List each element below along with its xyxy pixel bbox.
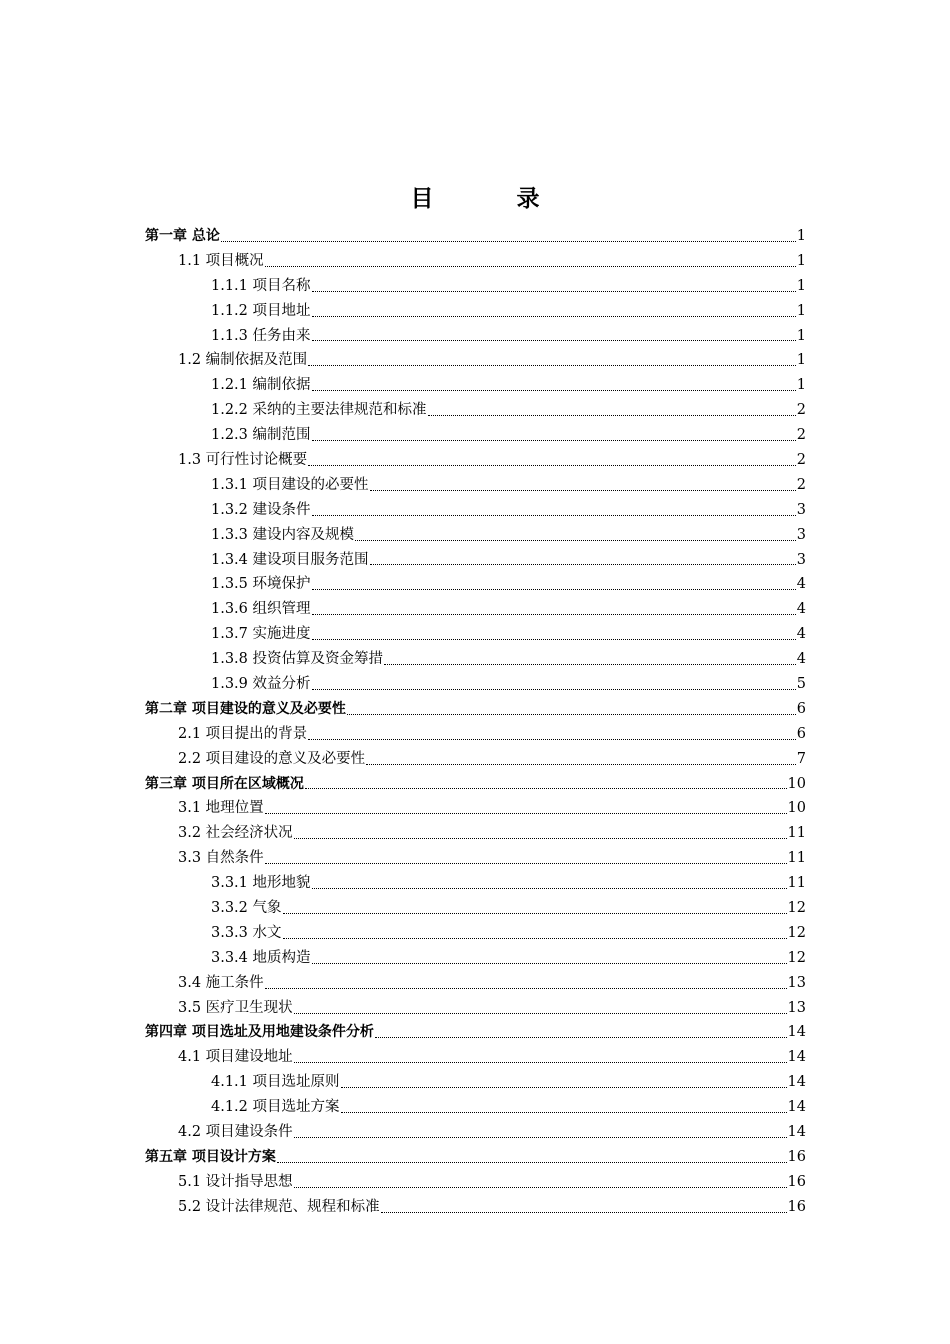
- dot-leader: [384, 663, 796, 665]
- dot-leader: [308, 464, 796, 466]
- toc-page-number: 14: [787, 1024, 806, 1041]
- toc-chapter-entry[interactable]: [145, 1145, 806, 1170]
- toc-subsection-entry[interactable]: [145, 871, 806, 896]
- toc-page-number: 1: [796, 252, 806, 269]
- toc-entry-title: 1.3.4 建设项目服务范围: [211, 551, 369, 568]
- dot-leader: [312, 439, 796, 441]
- page-title: 目 录: [410, 186, 570, 212]
- toc-entry-title: 3.1 地理位置: [178, 800, 264, 817]
- toc-page-number: 6: [796, 700, 806, 717]
- dot-leader: [375, 1036, 787, 1038]
- toc-page-number: 16: [787, 1173, 806, 1190]
- dot-leader: [294, 1136, 787, 1138]
- toc-subsection-entry[interactable]: [145, 572, 806, 597]
- toc-entry-title: 4.1 项目建设地址: [178, 1049, 293, 1066]
- dot-leader: [294, 1061, 787, 1063]
- toc-entry-title: 1.3 可行性讨论概要: [178, 452, 308, 468]
- dot-leader: [312, 887, 787, 889]
- toc-page-number: 14: [787, 1074, 806, 1091]
- toc-section-entry[interactable]: [145, 722, 806, 747]
- toc-subsection-entry[interactable]: [145, 373, 806, 398]
- toc-page-number: 3: [796, 551, 806, 568]
- toc-entry-title: 5.1 设计指导思想: [178, 1173, 293, 1190]
- toc-page-number: 3: [796, 501, 806, 518]
- toc-chapter-entry[interactable]: [145, 224, 806, 249]
- toc-entry-title: 1.3.8 投资估算及资金筹措: [211, 651, 384, 668]
- toc-entry-title: 1.2.1 编制依据: [211, 377, 311, 394]
- toc-entry-title: 3.2 社会经济状况: [178, 825, 293, 842]
- toc-subsection-entry[interactable]: [145, 1095, 806, 1120]
- toc-page-number: 12: [787, 900, 806, 917]
- toc-page-number: 2: [796, 452, 806, 468]
- toc-entry-title: 第五章 项目设计方案: [145, 1148, 276, 1165]
- toc-entry-title: 2.1 项目提出的背景: [178, 725, 308, 742]
- toc-entry-title: 1.1.3 任务由来: [211, 327, 311, 344]
- toc-entry-title: 4.1.1 项目选址原则: [211, 1074, 340, 1091]
- toc-entry-title: 1.3.2 建设条件: [211, 501, 311, 518]
- toc-entry-title: 3.3.2 气象: [211, 900, 282, 917]
- dot-leader: [428, 414, 796, 416]
- toc-page-number: 14: [787, 1049, 806, 1066]
- toc-entry-title: 4.1.2 项目选址方案: [211, 1099, 340, 1116]
- toc-page-number: 4: [796, 626, 806, 643]
- toc-subsection-entry[interactable]: [145, 299, 806, 324]
- toc-entry-title: 3.3 自然条件: [178, 850, 264, 867]
- toc-section-entry[interactable]: [145, 747, 806, 772]
- toc-page-number: 4: [796, 651, 806, 668]
- toc-page-number: 2: [796, 402, 806, 419]
- dot-leader: [294, 837, 787, 839]
- dot-leader: [312, 613, 796, 615]
- toc-page-number: 10: [787, 775, 806, 792]
- toc-chapter-entry[interactable]: [145, 697, 806, 722]
- toc-page-number: 4: [796, 601, 806, 618]
- toc-page-number: 10: [787, 800, 806, 817]
- toc-subsection-entry[interactable]: [145, 896, 806, 921]
- toc-page-number: 1: [796, 327, 806, 344]
- toc-entry-title: 第四章 项目选址及用地建设条件分析: [145, 1024, 374, 1041]
- toc-entry-title: 4.2 项目建设条件: [178, 1124, 293, 1141]
- toc-section-entry[interactable]: [145, 846, 806, 871]
- dot-leader: [312, 588, 796, 590]
- toc-subsection-entry[interactable]: [145, 523, 806, 548]
- toc-page-number: 11: [787, 850, 806, 867]
- toc-entry-title: 1.3.7 实施进度: [211, 626, 311, 643]
- toc-entry-title: 第三章 项目所在区域概况: [145, 775, 304, 792]
- toc-section-entry[interactable]: [145, 996, 806, 1021]
- dot-leader: [308, 738, 796, 740]
- dot-leader: [312, 514, 796, 516]
- toc-subsection-entry[interactable]: [145, 398, 806, 423]
- toc-page-number: 1: [796, 227, 806, 244]
- dot-leader: [312, 339, 796, 341]
- toc-chapter-entry[interactable]: [145, 1021, 806, 1046]
- toc-page-number: 16: [787, 1148, 806, 1165]
- toc-page-number: 13: [787, 974, 806, 991]
- toc-section-entry[interactable]: [145, 1120, 806, 1145]
- dot-leader: [265, 862, 787, 864]
- dot-leader: [347, 713, 796, 715]
- toc-page-number: 16: [787, 1198, 806, 1215]
- dot-leader: [312, 315, 796, 317]
- toc-section-entry[interactable]: [145, 1170, 806, 1195]
- dot-leader: [308, 364, 796, 366]
- toc-entry-title: 3.3.4 地质构造: [211, 949, 311, 966]
- toc-entry-title: 1.3.6 组织管理: [211, 601, 311, 618]
- toc-entry-title: 3.4 施工条件: [178, 974, 264, 991]
- dot-leader: [221, 240, 796, 242]
- toc-subsection-entry[interactable]: [145, 498, 806, 523]
- toc-section-entry[interactable]: [145, 821, 806, 846]
- toc-entry-title: 1.3.3 建设内容及规模: [211, 526, 355, 543]
- dot-leader: [294, 1186, 787, 1188]
- toc-section-entry[interactable]: [145, 971, 806, 996]
- dot-leader: [312, 290, 796, 292]
- dot-leader: [312, 962, 787, 964]
- toc-subsection-entry[interactable]: [145, 274, 806, 299]
- toc-entry-title: 1.1.1 项目名称: [211, 277, 311, 294]
- toc-subsection-entry[interactable]: [145, 921, 806, 946]
- toc-section-entry[interactable]: [145, 348, 806, 373]
- toc-section-entry[interactable]: [145, 249, 806, 274]
- dot-leader: [277, 1161, 787, 1163]
- toc-section-entry[interactable]: [145, 1045, 806, 1070]
- toc-page-number: 1: [796, 352, 806, 369]
- toc-page-number: 14: [787, 1099, 806, 1116]
- dot-leader: [366, 763, 796, 765]
- dot-leader: [305, 787, 787, 789]
- dot-leader: [341, 1086, 787, 1088]
- dot-leader: [370, 489, 796, 491]
- toc-section-entry[interactable]: [145, 1195, 806, 1220]
- toc-entry-title: 3.5 医疗卫生现状: [178, 999, 293, 1016]
- dot-leader: [370, 563, 796, 565]
- toc-section-entry[interactable]: [145, 796, 806, 821]
- dot-leader: [283, 937, 787, 939]
- toc-page-number: 12: [787, 924, 806, 941]
- toc-entry-title: 1.1 项目概况: [178, 252, 264, 269]
- toc-page-number: 6: [796, 725, 806, 742]
- toc-page-number: 4: [796, 576, 806, 593]
- toc-page-number: 12: [787, 949, 806, 966]
- dot-leader: [381, 1211, 787, 1213]
- toc-entry-title: 1.2 编制依据及范围: [178, 352, 308, 369]
- toc-page-number: 11: [787, 825, 806, 842]
- toc-entry-title: 第一章 总论: [145, 227, 220, 244]
- toc-chapter-entry[interactable]: [145, 772, 806, 797]
- toc-page-number: 13: [787, 999, 806, 1016]
- toc-entry-title: 1.3.5 环境保护: [211, 576, 311, 593]
- toc-page-number: 5: [796, 676, 806, 693]
- toc-entry-title: 第二章 项目建设的意义及必要性: [145, 700, 346, 717]
- toc-entry-title: 3.3.3 水文: [211, 924, 282, 941]
- toc-subsection-entry[interactable]: [145, 946, 806, 971]
- toc-entry-title: 3.3.1 地形地貌: [211, 875, 311, 892]
- toc-subsection-entry[interactable]: [145, 1070, 806, 1095]
- toc-entry-title: 1.1.2 项目地址: [211, 302, 311, 319]
- table-of-contents: [145, 224, 806, 1220]
- dot-leader: [265, 265, 796, 267]
- dot-leader: [265, 987, 787, 989]
- dot-leader: [355, 539, 796, 541]
- toc-page-number: 2: [796, 427, 806, 444]
- toc-entry-title: 2.2 项目建设的意义及必要性: [178, 750, 366, 767]
- dot-leader: [341, 1111, 787, 1113]
- toc-subsection-entry[interactable]: [145, 473, 806, 498]
- toc-entry-title: 1.2.2 采纳的主要法律规范和标准: [211, 402, 427, 419]
- dot-leader: [312, 638, 796, 640]
- toc-page-number: 1: [796, 377, 806, 394]
- toc-page-number: 7: [796, 750, 806, 767]
- toc-page-number: 3: [796, 526, 806, 543]
- toc-subsection-entry[interactable]: [145, 597, 806, 622]
- toc-subsection-entry[interactable]: [145, 324, 806, 349]
- toc-page-number: 11: [787, 875, 806, 892]
- toc-section-entry[interactable]: [145, 448, 806, 473]
- toc-subsection-entry[interactable]: [145, 672, 806, 697]
- toc-subsection-entry[interactable]: [145, 548, 806, 573]
- dot-leader: [265, 812, 787, 814]
- toc-page-number: 1: [796, 277, 806, 294]
- toc-page-number: 14: [787, 1124, 806, 1141]
- toc-entry-title: 1.3.1 项目建设的必要性: [211, 476, 369, 493]
- dot-leader: [312, 688, 796, 690]
- toc-entry-title: 5.2 设计法律规范、规程和标准: [178, 1198, 380, 1215]
- toc-subsection-entry[interactable]: [145, 622, 806, 647]
- toc-subsection-entry[interactable]: [145, 647, 806, 672]
- toc-page-number: 1: [796, 302, 806, 319]
- dot-leader: [283, 912, 787, 914]
- toc-entry-title: 1.2.3 编制范围: [211, 427, 311, 444]
- toc-page-number: 2: [796, 476, 806, 493]
- dot-leader: [312, 389, 796, 391]
- dot-leader: [294, 1012, 787, 1014]
- toc-subsection-entry[interactable]: [145, 423, 806, 448]
- toc-entry-title: 1.3.9 效益分析: [211, 676, 311, 693]
